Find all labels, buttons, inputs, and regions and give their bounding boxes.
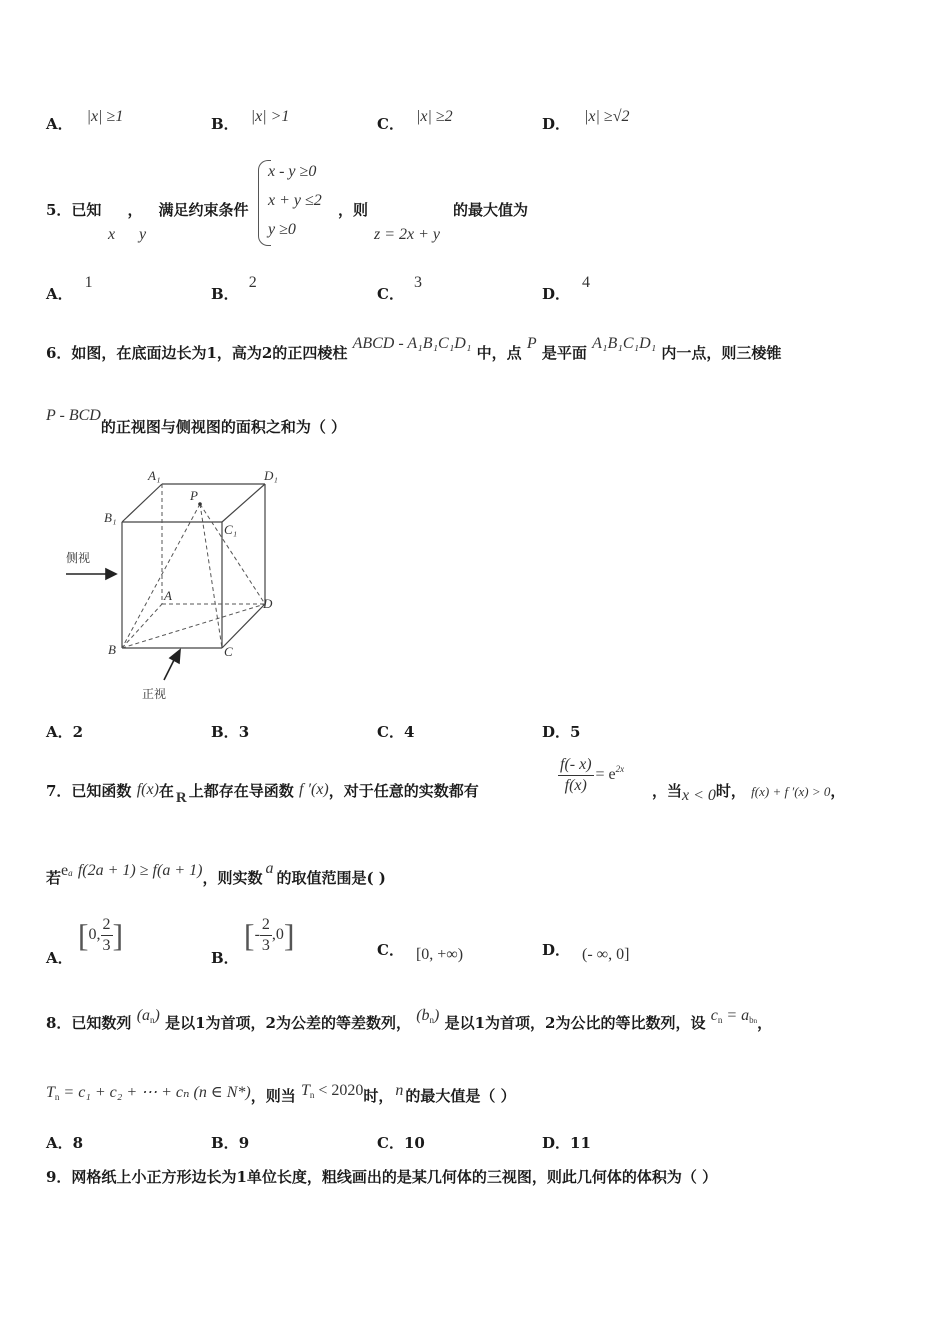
q5-option-b: B．2 <box>211 274 257 303</box>
q7-stem-a: 7．已知函数 f(x)在 R 上都存在导函数 f ′(x)，对于任意的实数都有 <box>46 781 479 806</box>
q8-option-a: A．8 <box>46 1134 84 1152</box>
front-view-arrow-head <box>170 650 180 663</box>
q7-option-c: C． [0, +∞) <box>377 941 464 963</box>
q6-stem: 6．如图，在底面边长为1，高为2的正四棱柱 ABCD - A₁B₁C₁D₁ 中，点 P 是平面 A₁B₁C₁D₁ 内一点，则三棱锥 <box>46 335 782 362</box>
q7-stem-line2: 若$e^a$ f(2a + 1) ≥ f(a + 1)，则实数a的取值范围是( ) <box>46 860 386 887</box>
q5-option-c: C．3 <box>377 274 422 303</box>
q8-option-b: B．9 <box>211 1134 250 1152</box>
label-side-view: 侧视 <box>66 551 91 565</box>
q5-objective: z = 2x + y <box>374 226 441 243</box>
q6-option-c: C．4 <box>377 723 415 741</box>
q8-option-c: C．10 <box>377 1134 425 1152</box>
label-d1: D₁ <box>264 468 278 483</box>
edge-pb <box>122 504 200 648</box>
edge-b1a1 <box>122 484 162 522</box>
label-b: B <box>108 642 116 657</box>
q7-ratio-fraction: $\frac{f(- x)}{f(x)}$ = $e^{2x}$ <box>560 756 625 794</box>
edge-c1d1 <box>222 484 265 522</box>
label-d: D <box>263 596 273 611</box>
edge-pc <box>200 504 222 648</box>
q4-option-d: D． |x| ≥√2 <box>542 108 630 133</box>
q4-option-c: C． |x| ≥2 <box>377 108 453 133</box>
q7-option-d: D． (- ∞, 0] <box>542 941 630 963</box>
label-front-view: 正视 <box>142 687 167 701</box>
label-a1: A₁ <box>148 468 161 483</box>
q5-then: ，则 <box>338 201 369 219</box>
q5-stem-start: 5．已知 ， 满足约束条件 <box>46 201 249 219</box>
q6-prism-figure <box>60 462 300 710</box>
q4-option-a: A． |x| ≥1 <box>46 108 124 133</box>
q9-stem: 9．网格纸上小正方形边长为1单位长度，粗线画出的是某几何体的三视图，则此几何体的体积为（ ） <box>46 1168 718 1186</box>
q5-var-y: y <box>139 226 147 243</box>
q8-stem: 8．已知数列 $(a_n)$ 是以1为首项，2为公差的等差数列， $(b_n)$ 是以1为首项，2为公比的等比数列，设 $c_n = a_{bn}$， <box>46 1007 773 1032</box>
label-c1: C₁ <box>224 522 238 537</box>
q7-option-a: A． [0, $\frac{2}{3}$ ] <box>46 916 124 968</box>
q5-var-x: x <box>108 226 116 243</box>
label-p: P <box>190 488 198 503</box>
q7-option-b: B． [- $\frac{2}{3}$ ,0] <box>211 916 295 968</box>
q5-system-line1: x - y ≥0 <box>268 163 317 180</box>
label-b1: B₁ <box>104 510 117 525</box>
q6-option-d: D．5 <box>542 723 581 741</box>
label-c: C <box>224 644 233 659</box>
q5-system-line3: y ≥0 <box>268 221 296 238</box>
q8-stem-line2: $T_n = c_1 + c_2$ + ⋯ + cₙ (n ∈ N*)，则当 $T_n < 2020$时， n 的最大值是（ ） <box>46 1082 516 1105</box>
q5-system-line2: x + y ≤2 <box>268 192 322 209</box>
point-p <box>198 502 202 506</box>
label-a: A <box>164 588 172 603</box>
q6-option-b: B．3 <box>211 723 250 741</box>
q8-option-d: D．11 <box>542 1134 591 1152</box>
q7-stem-b: ，当x < 0时， f(x) + f ′(x) > 0， <box>652 782 846 804</box>
q6-stem-line2: P - BCD的正视图与侧视图的面积之和为（ ） <box>46 407 347 436</box>
q5-max-text: 的最大值为 <box>453 201 529 219</box>
edge-pd <box>200 504 265 604</box>
side-view-arrow-head <box>106 569 116 579</box>
q5-option-d: D．4 <box>542 274 591 303</box>
q5-option-a: A．1 <box>46 274 93 303</box>
q6-option-a: A．2 <box>46 723 84 741</box>
q4-option-b: B． |x| >1 <box>211 108 290 133</box>
